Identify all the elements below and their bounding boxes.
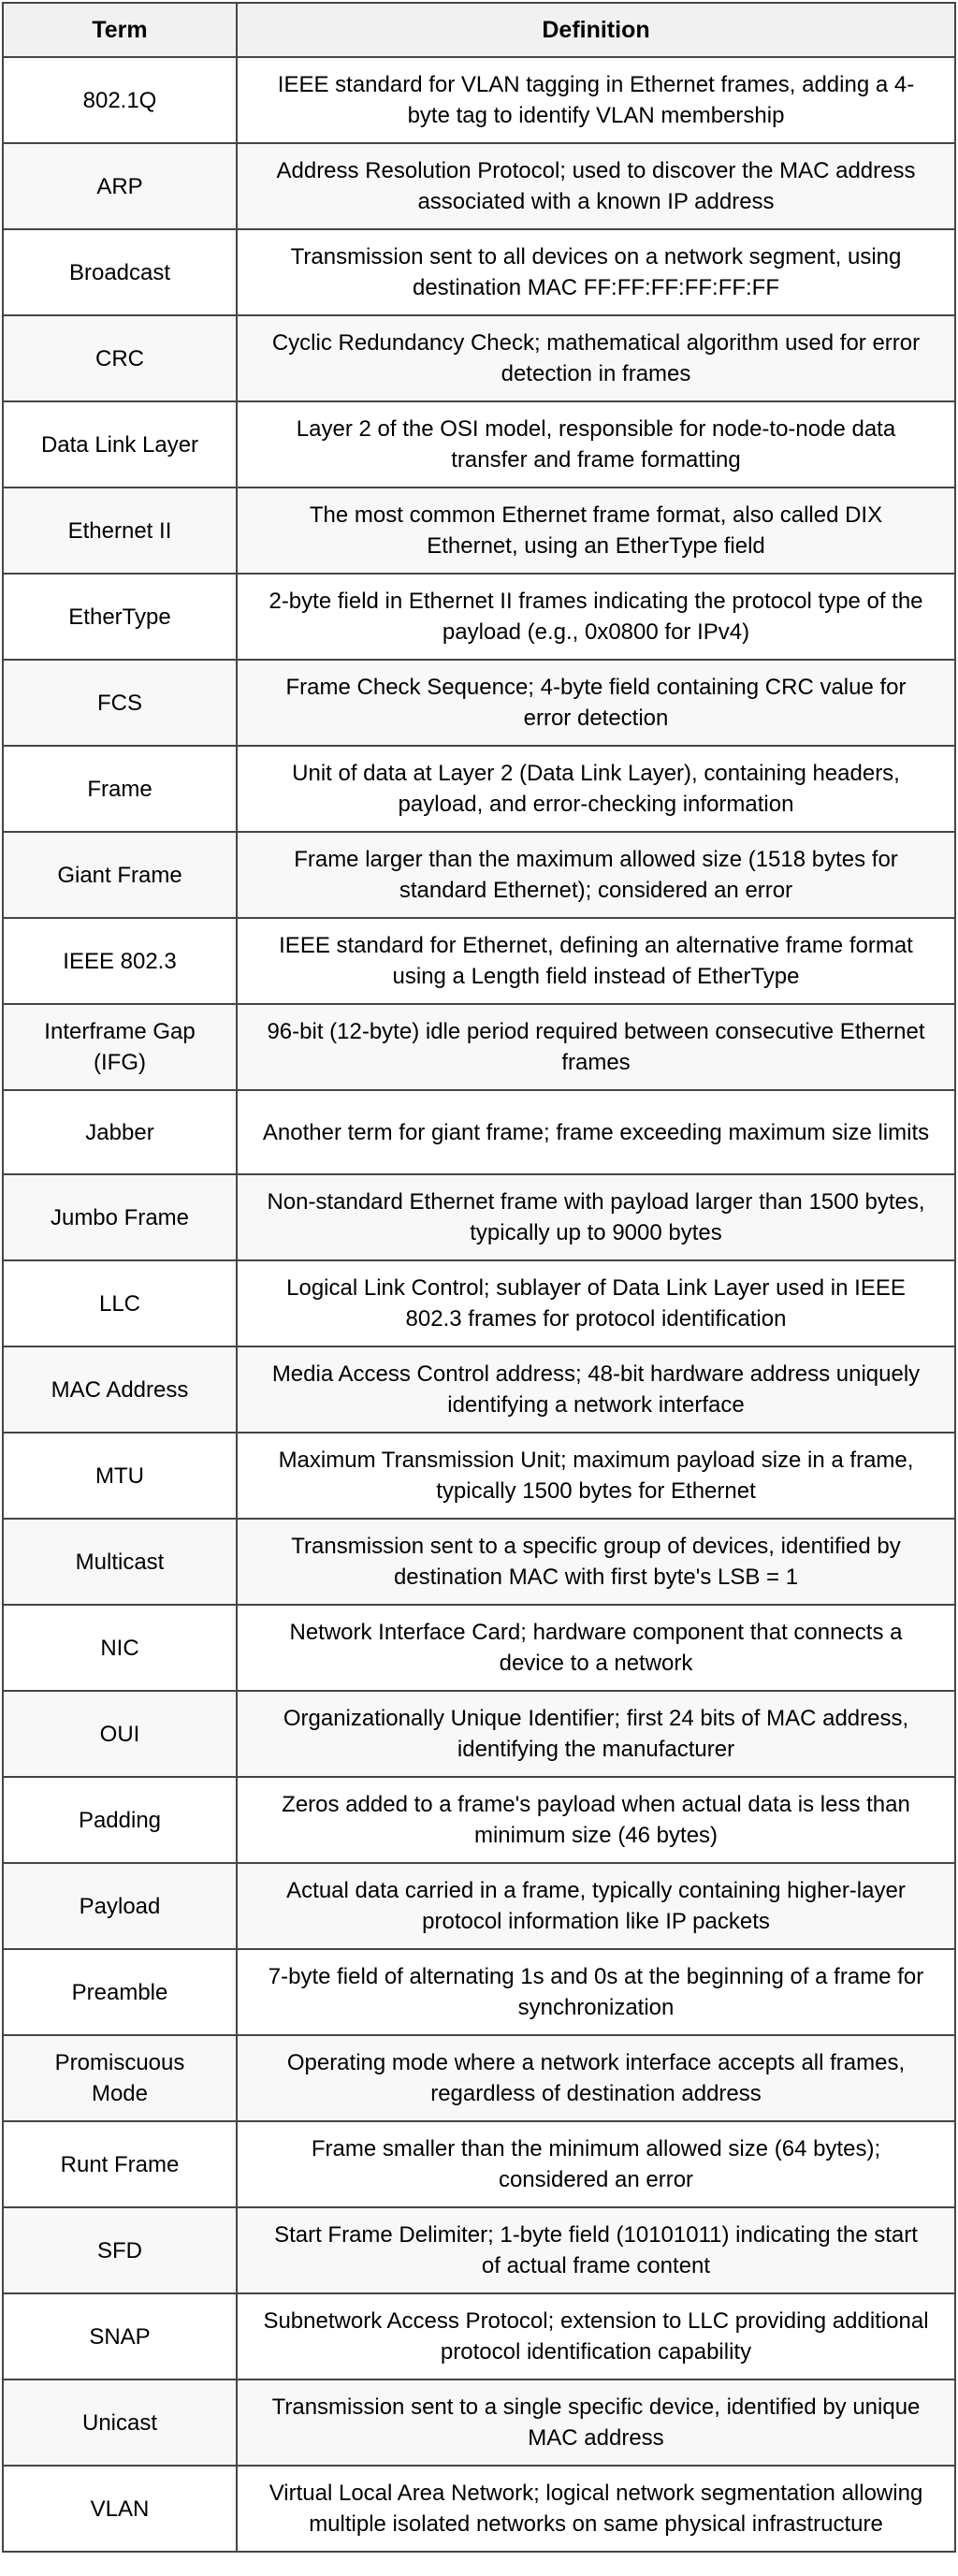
definition-cell: Virtual Local Area Network; logical network segmentation allowing multiple isolated networks on same physical infrastructure [237,2466,955,2552]
table-row [3,1433,955,1519]
table-row [3,660,955,746]
definition-cell: 96-bit (12-byte) idle period required between consecutive Ethernet frames [237,1004,955,1090]
term-cell: NIC [3,1605,237,1691]
term-cell: Broadcast [3,229,237,315]
term-cell: 802.1Q [3,57,237,143]
definition-cell: Transmission sent to all devices on a network segment, using destination MAC FF:FF:FF:FF:FF:FF [237,229,955,315]
definition-cell: Layer 2 of the OSI model, responsible for node-to-node data transfer and frame formatting [237,401,955,488]
term-cell: Interframe Gap (IFG) [3,1004,237,1090]
header-row [3,3,955,57]
definition-cell: Transmission sent to a single specific device, identified by unique MAC address [237,2380,955,2466]
table-row [3,1691,955,1777]
term-cell: Unicast [3,2380,237,2466]
table-row [3,143,955,229]
term-cell: Multicast [3,1519,237,1605]
table-row [3,746,955,832]
definition-cell: Another term for giant frame; frame exceeding maximum size limits [237,1090,955,1174]
definition-cell: Zeros added to a frame's payload when actual data is less than minimum size (46 bytes) [237,1777,955,1863]
table-row [3,2035,955,2121]
table-row [3,2121,955,2207]
term-cell: Jabber [3,1090,237,1174]
definition-cell: Maximum Transmission Unit; maximum payload size in a frame, typically 1500 bytes for Ethernet [237,1433,955,1519]
table-row [3,1777,955,1863]
definition-cell: Address Resolution Protocol; used to discover the MAC address associated with a known IP address [237,143,955,229]
term-cell: Runt Frame [3,2121,237,2207]
term-cell: Giant Frame [3,832,237,918]
table-row [3,1346,955,1433]
term-cell: LLC [3,1260,237,1346]
table-row [3,1605,955,1691]
term-cell: Promiscuous Mode [3,2035,237,2121]
definition-cell: 2-byte field in Ethernet II frames indicating the protocol type of the payload (e.g., 0x0800 for IPv4) [237,574,955,660]
term-cell: IEEE 802.3 [3,918,237,1004]
table-row [3,57,955,143]
table-row [3,1519,955,1605]
definition-cell: Non-standard Ethernet frame with payload larger than 1500 bytes, typically up to 9000 bytes [237,1174,955,1260]
table-row [3,1090,955,1174]
term-cell: Ethernet II [3,488,237,574]
definition-cell: IEEE standard for VLAN tagging in Ethernet frames, adding a 4-byte tag to identify VLAN membership [237,57,955,143]
term-cell: ARP [3,143,237,229]
glossary-table-body [3,57,955,2552]
definition-cell: Subnetwork Access Protocol; extension to LLC providing additional protocol identification capability [237,2293,955,2380]
definition-cell: Organizationally Unique Identifier; first 24 bits of MAC address, identifying the manufacturer [237,1691,955,1777]
definition-cell: Media Access Control address; 48-bit hardware address uniquely identifying a network interface [237,1346,955,1433]
table-row [3,229,955,315]
table-row [3,401,955,488]
term-cell: MTU [3,1433,237,1519]
term-cell: VLAN [3,2466,237,2552]
term-cell: Payload [3,1863,237,1949]
term-cell: Frame [3,746,237,832]
table-row [3,315,955,401]
term-cell: CRC [3,315,237,401]
definition-cell: Frame Check Sequence; 4-byte field containing CRC value for error detection [237,660,955,746]
term-cell: Padding [3,1777,237,1863]
table-row [3,2380,955,2466]
term-cell: Jumbo Frame [3,1174,237,1260]
definition-cell: Actual data carried in a frame, typically containing higher-layer protocol information like IP packets [237,1863,955,1949]
definition-cell: Transmission sent to a specific group of devices, identified by destination MAC with first byte's LSB = 1 [237,1519,955,1605]
definition-cell: Unit of data at Layer 2 (Data Link Layer), containing headers, payload, and error-checking information [237,746,955,832]
term-cell: EtherType [3,574,237,660]
term-column-header: Term [3,3,237,57]
table-row [3,1949,955,2035]
definition-cell: 7-byte field of alternating 1s and 0s at the beginning of a frame for synchronization [237,1949,955,2035]
table-row [3,1174,955,1260]
definition-cell: Frame larger than the maximum allowed size (1518 bytes for standard Ethernet); considered an error [237,832,955,918]
table-row [3,1004,955,1090]
term-cell: SNAP [3,2293,237,2380]
table-row [3,918,955,1004]
term-cell: FCS [3,660,237,746]
term-cell: Preamble [3,1949,237,2035]
definition-cell: Start Frame Delimiter; 1-byte field (10101011) indicating the start of actual frame content [237,2207,955,2293]
table-row [3,832,955,918]
table-row [3,2466,955,2552]
definition-cell: Operating mode where a network interface accepts all frames, regardless of destination address [237,2035,955,2121]
definition-cell: Logical Link Control; sublayer of Data Link Layer used in IEEE 802.3 frames for protocol identification [237,1260,955,1346]
definition-cell: The most common Ethernet frame format, also called DIX Ethernet, using an EtherType field [237,488,955,574]
table-row [3,2293,955,2380]
table-row [3,2207,955,2293]
definition-column-header: Definition [237,3,955,57]
term-cell: Data Link Layer [3,401,237,488]
glossary-table [2,2,956,2553]
definition-cell: Frame smaller than the minimum allowed size (64 bytes); considered an error [237,2121,955,2207]
table-row [3,1260,955,1346]
table-row [3,488,955,574]
table-row [3,1863,955,1949]
definition-cell: IEEE standard for Ethernet, defining an alternative frame format using a Length field instead of EtherType [237,918,955,1004]
glossary-table-header [3,3,955,57]
definition-cell: Network Interface Card; hardware component that connects a device to a network [237,1605,955,1691]
term-cell: SFD [3,2207,237,2293]
definition-cell: Cyclic Redundancy Check; mathematical algorithm used for error detection in frames [237,315,955,401]
table-row [3,574,955,660]
term-cell: MAC Address [3,1346,237,1433]
term-cell: OUI [3,1691,237,1777]
